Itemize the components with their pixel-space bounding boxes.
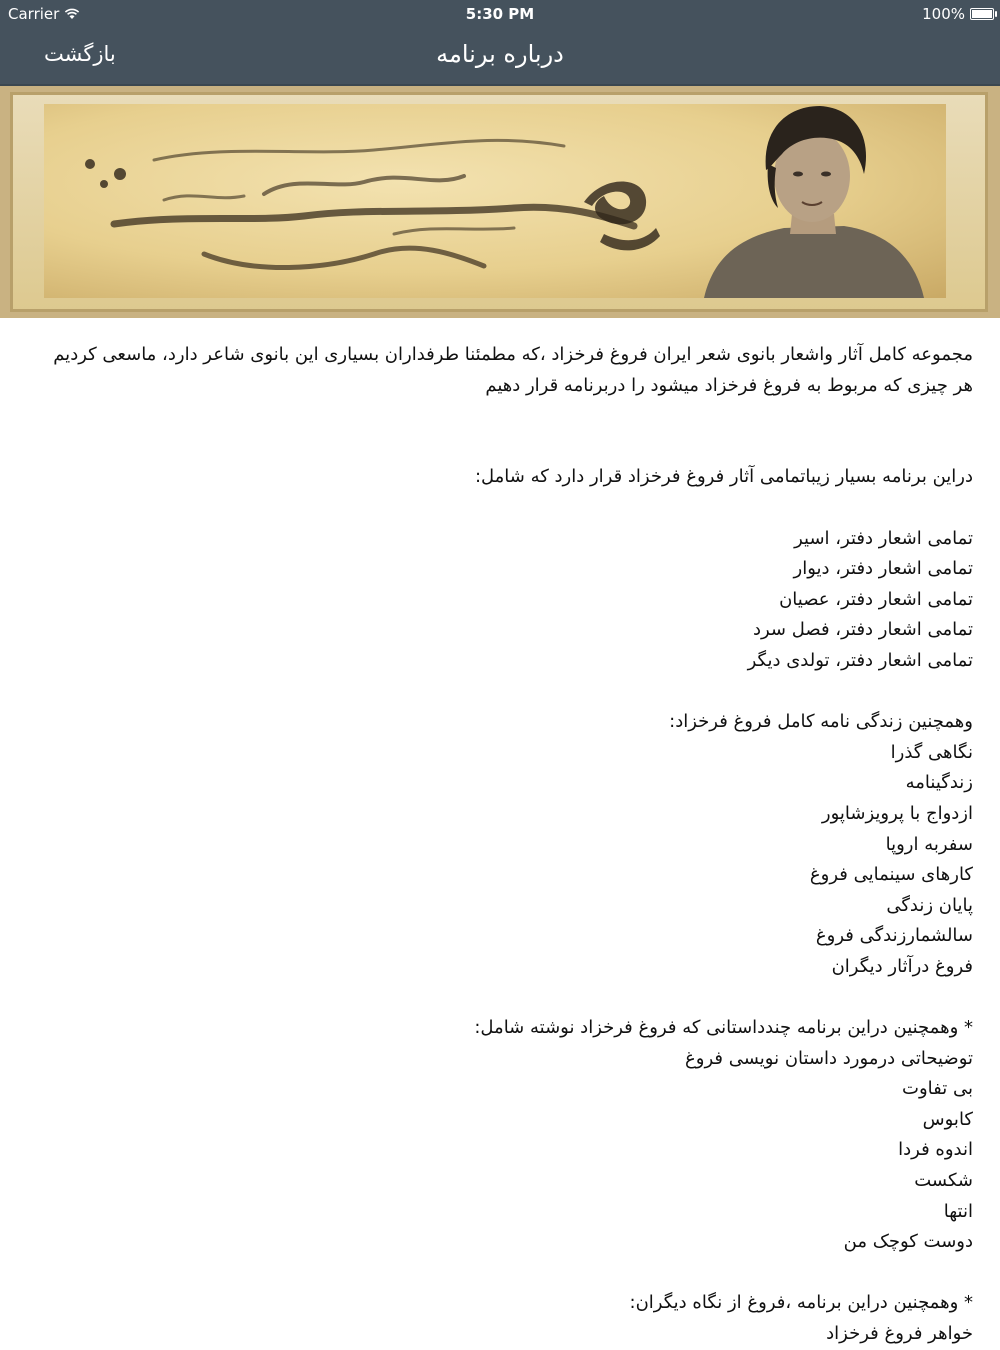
list-item: تمامی اشعار دفتر، عصیان (779, 588, 973, 610)
list-item: اندوه فردا (898, 1139, 973, 1161)
banner-paper (44, 104, 946, 298)
list-item: سفربه اروپا (885, 833, 973, 855)
about-content (23, 340, 973, 1350)
list-item: تمامی اشعار دفتر، دیوار (793, 558, 973, 580)
list-item: خواهر فروغ فرخزاد (826, 1323, 973, 1344)
status-time: 5:30 PM (465, 5, 535, 23)
back-button[interactable]: بازگشت (44, 42, 116, 66)
list-item: فروغ درآثار دیگران (831, 955, 973, 977)
list-item: بی تفاوت (902, 1078, 973, 1100)
list-item: پایان زندگی (886, 894, 973, 916)
list-item: شکست (914, 1170, 973, 1192)
list-item: ازدواج با پرویزشاپور (821, 802, 973, 824)
intro-line: هر چیزی که مربوط به فروغ فرخزاد میشود را دربرنامه قرار دهیم (485, 374, 973, 396)
list-item: زندگینامه (905, 772, 973, 794)
battery-icon (970, 8, 994, 20)
header-banner-image (0, 86, 1000, 318)
navigation-bar (0, 28, 1000, 86)
status-bar (0, 0, 1000, 28)
carrier-label: Carrier (8, 5, 60, 23)
page-title: درباره برنامه (436, 40, 564, 68)
list-item: تمامی اشعار دفتر، فصل سرد (752, 619, 973, 641)
list-item: کارهای سینمایی فروغ (809, 864, 973, 886)
list-item: کابوس (922, 1108, 973, 1130)
others-heading: * وهمچنین دراین برنامه ،فروغ از نگاه دیگران: (629, 1292, 973, 1314)
list-item: توضیحاتی درمورد داستان نویسی فروغ (685, 1047, 973, 1069)
battery-indicator (922, 5, 994, 23)
list-item: سالشمارزندگی فروغ (815, 925, 973, 947)
list-item: تمامی اشعار دفتر، تولدی دیگر (747, 649, 973, 671)
list-item: انتها (943, 1200, 973, 1222)
banner-frame (10, 92, 988, 312)
list-item: تمامی اشعار دفتر، اسیر (794, 527, 973, 549)
calligraphy-portrait-artwork (44, 104, 946, 298)
stories-heading: * وهمچنین دراین برنامه چندداستانی که فروغ فرخزاد نوشته شامل: (474, 1017, 973, 1039)
battery-percent: 100% (922, 5, 965, 23)
works-heading: دراین برنامه بسیار زیباتمامی آثار فروغ فرخزاد قرار دارد که شامل: (474, 466, 973, 488)
intro-line: مجموعه کامل آثار واشعار بانوی شعر ایران فروغ فرخزاد ،که مطمئنا طرفداران بسیاری این بانوی شاعر دارد، ماسعی کردیم (53, 344, 973, 365)
bio-heading: وهمچنین زندگی نامه کامل فروغ فرخزاد: (669, 711, 973, 733)
list-item: نگاهی گذرا (890, 741, 973, 763)
list-item: دوست کوچک من (843, 1231, 973, 1253)
